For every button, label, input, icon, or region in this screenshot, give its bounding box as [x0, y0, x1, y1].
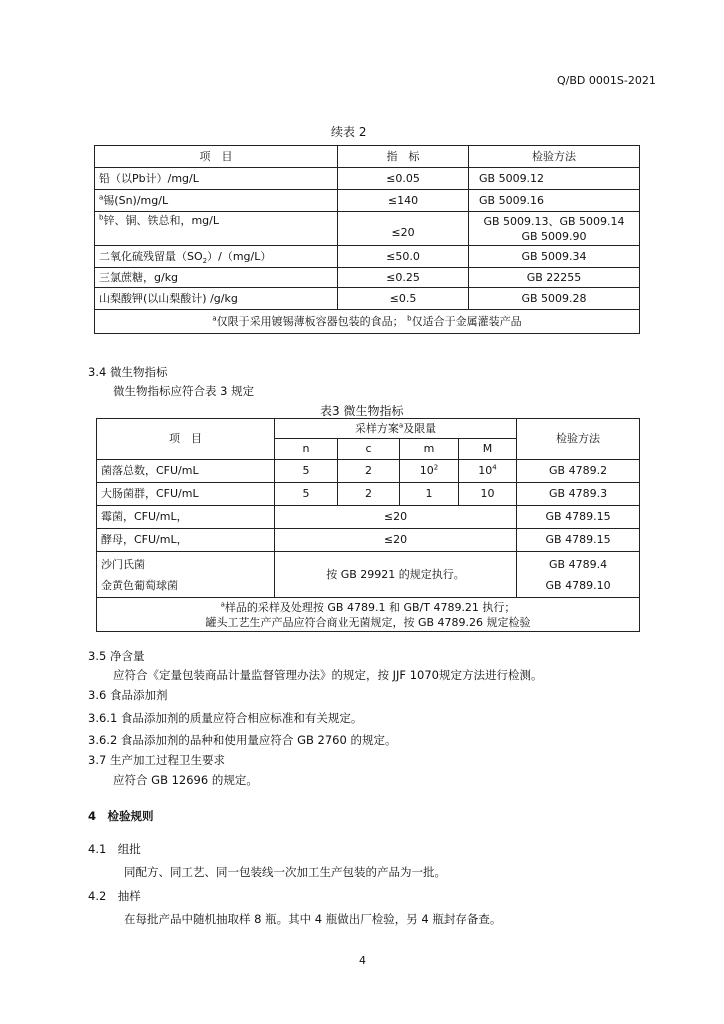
- table-row: [97, 483, 640, 506]
- footnote-mark-b: b: [99, 213, 104, 222]
- table3-item-coliform: 大肠菌群，CFU/mL: [97, 483, 275, 506]
- table2-item-so2-sub: 2: [202, 256, 208, 265]
- table3-limit-yeast: ≤20: [275, 529, 517, 552]
- section-3-7-heading: 3.7 生产加工过程卫生要求: [88, 753, 225, 767]
- section-3-6-2-text: 3.6.2 食品添加剂的品种和使用量应符合 GB 2760 的规定。: [88, 733, 397, 747]
- table2-item-metals: [95, 212, 338, 246]
- table3-header-c: c: [338, 439, 400, 460]
- table3-item-mold: 霉菌，CFU/mL，: [97, 506, 275, 529]
- table3-m-tpc: [400, 460, 459, 483]
- table3-item-salmonella: 沙门氏菌: [101, 557, 145, 571]
- table2-index-tin: ≤140: [338, 190, 469, 212]
- table-row: [97, 529, 640, 552]
- table-row: [95, 246, 640, 268]
- table2-note: [95, 310, 640, 334]
- table2-item-sorbate: 山梨酸钾(以山梨酸计) /g/kg: [95, 288, 338, 310]
- table2-header-index: 指 标: [338, 146, 469, 168]
- table2-method-sucralose: GB 22255: [469, 268, 640, 288]
- table2-note-mark-a: a: [212, 313, 217, 322]
- table2-note-row: [95, 310, 640, 334]
- table3-c-tpc: 2: [338, 460, 400, 483]
- table3-method-staph: GB 4789.10: [545, 578, 611, 592]
- table2-item-so2-pre: 二氧化硫残留量（SO: [99, 249, 203, 263]
- table3-caption: 表3 微生物指标: [320, 404, 404, 418]
- table2-method-tin: GB 5009.16: [469, 190, 640, 212]
- section-3-5-text: 应符合《定量包装商品计量监督管理办法》的规定，按 JJF 1070规定方法进行检测。: [113, 668, 543, 682]
- page-number: 4: [359, 954, 366, 967]
- table2-index-so2: ≤50.0: [338, 246, 469, 268]
- table2-item-lead: 铅（以Pb计）/mg/L: [95, 168, 338, 190]
- footnote-mark-a: a: [99, 192, 104, 201]
- table3-header-M: M: [459, 439, 517, 460]
- table3-method-coliform: GB 4789.3: [517, 483, 640, 506]
- table2-caption: 续表 2: [331, 125, 367, 139]
- table3-note-line2: 罐头工艺生产产品应符合商业无菌规定，按 GB 4789.26 规定检验: [205, 615, 531, 629]
- table2: [94, 145, 640, 334]
- section-4-heading: 4 检验规则: [88, 809, 154, 823]
- table2-note-mark-b: b: [407, 313, 412, 322]
- table-row: [97, 552, 640, 598]
- table3-header-m: m: [400, 439, 459, 460]
- table3-method-salmonella: GB 4789.4: [549, 557, 608, 571]
- table2-header-method: 检验方法: [469, 146, 640, 168]
- section-3-6-heading: 3.6 食品添加剂: [88, 688, 168, 702]
- table3-M-tpc: [459, 460, 517, 483]
- table-row: [95, 168, 640, 190]
- section-3-5-heading: 3.5 净含量: [88, 649, 145, 663]
- table3-note-line1: [101, 600, 635, 615]
- table2-index-metals: ≤20: [338, 212, 469, 246]
- table3-method-yeast: GB 4789.15: [517, 529, 640, 552]
- table3-header-plan-mark: a: [398, 420, 404, 429]
- section-4-1-heading: 4.1 组批: [88, 842, 141, 856]
- section-3-7-text: 应符合 GB 12696 的规定。: [113, 773, 258, 787]
- table-row: [95, 190, 640, 212]
- table3-m-coliform: 1: [400, 483, 459, 506]
- table2-header-item: 项 目: [95, 146, 338, 168]
- table3-m-tpc-base: 10: [419, 464, 434, 477]
- table3-limit-mold: ≤20: [275, 506, 517, 529]
- table3-M-tpc-base: 10: [478, 464, 493, 477]
- table3-method-tpc: GB 4789.2: [517, 460, 640, 483]
- table2-header-row: [95, 146, 640, 168]
- table2-item-tin-label: 锡(Sn)/mg/L: [103, 193, 169, 207]
- table2-note-a: 仅限于采用镀锡薄板容器包装的食品；: [216, 314, 404, 328]
- table3-M-coliform: 10: [459, 483, 517, 506]
- table3-header-item: 项 目: [97, 419, 275, 460]
- table-row: [97, 460, 640, 483]
- table2-index-lead: ≤0.05: [338, 168, 469, 190]
- table2-method-metals-line1: GB 5009.13、GB 5009.14: [483, 214, 625, 228]
- table3-item-staph: 金黄色葡萄球菌: [101, 578, 178, 592]
- table3-header-n: n: [275, 439, 338, 460]
- table3-method-mold: GB 4789.15: [517, 506, 640, 529]
- table3-note: [97, 598, 640, 632]
- section-3-4-text: 微生物指标应符合表 3 规定: [113, 384, 255, 398]
- section-4-1-text: 同配方、同工艺、同一包装线一次加工生产包装的产品为一批。: [124, 865, 446, 879]
- section-4-2-text: 在每批产品中随机抽取样 8 瓶。其中 4 瓶做出厂检验，另 4 瓶封存备查。: [124, 912, 502, 926]
- table3-note-line1-text: 样品的采样及处理按 GB 4789.1 和 GB/T 4789.21 执行；: [224, 600, 516, 614]
- table3-n-tpc: 5: [275, 460, 338, 483]
- table-row: [95, 288, 640, 310]
- table2-item-sucralose: 三氯蔗糖，g/kg: [95, 268, 338, 288]
- table-row: [97, 506, 640, 529]
- table2-item-metals-label: 锌、铜、铁总和，mg/L: [103, 214, 219, 227]
- table3: [96, 418, 640, 632]
- table3-method-pathogens: [517, 552, 640, 598]
- table3-note-row: [97, 598, 640, 632]
- table2-item-so2-post: ）/（mg/L）: [207, 249, 272, 263]
- table-row: [95, 268, 640, 288]
- table3-M-tpc-exp: 4: [492, 463, 497, 472]
- table3-n-coliform: 5: [275, 483, 338, 506]
- table3-header-plan-post: 及限量: [403, 421, 437, 435]
- table2-index-sucralose: ≤0.25: [338, 268, 469, 288]
- table2-method-metals-line2: GB 5009.90: [521, 229, 587, 243]
- table2-item-tin: [95, 190, 338, 212]
- table3-header-row: [97, 419, 640, 439]
- table2-note-b: 仅适合于金属灌装产品: [411, 314, 522, 328]
- table3-c-coliform: 2: [338, 483, 400, 506]
- table3-header-plan: [275, 419, 517, 439]
- table2-item-so2: [95, 246, 338, 268]
- table3-item-tpc: 菌落总数，CFU/mL: [97, 460, 275, 483]
- table2-index-sorbate: ≤0.5: [338, 288, 469, 310]
- table3-header-plan-pre: 采样方案: [354, 421, 399, 435]
- table2-method-sorbate: GB 5009.28: [469, 288, 640, 310]
- section-3-4-heading: 3.4 微生物指标: [88, 365, 168, 379]
- table2-method-so2: GB 5009.34: [469, 246, 640, 268]
- table3-item-pathogens: [97, 552, 275, 598]
- table3-note-mark: a: [220, 599, 225, 608]
- table3-header-method: 检验方法: [517, 419, 640, 460]
- table2-method-metals: [469, 212, 640, 246]
- table3-item-yeast: 酵母，CFU/mL，: [97, 529, 275, 552]
- table3-limit-pathogens: 按 GB 29921 的规定执行。: [275, 552, 517, 598]
- table3-m-tpc-exp: 2: [433, 463, 439, 472]
- document-code: Q/BD 0001S-2021: [557, 74, 656, 87]
- section-4-2-heading: 4.2 抽样: [88, 889, 141, 903]
- table2-method-lead: GB 5009.12: [469, 168, 640, 190]
- table-row: [95, 212, 640, 246]
- section-3-6-1-text: 3.6.1 食品添加剂的质量应符合相应标准和有关规定。: [88, 711, 363, 725]
